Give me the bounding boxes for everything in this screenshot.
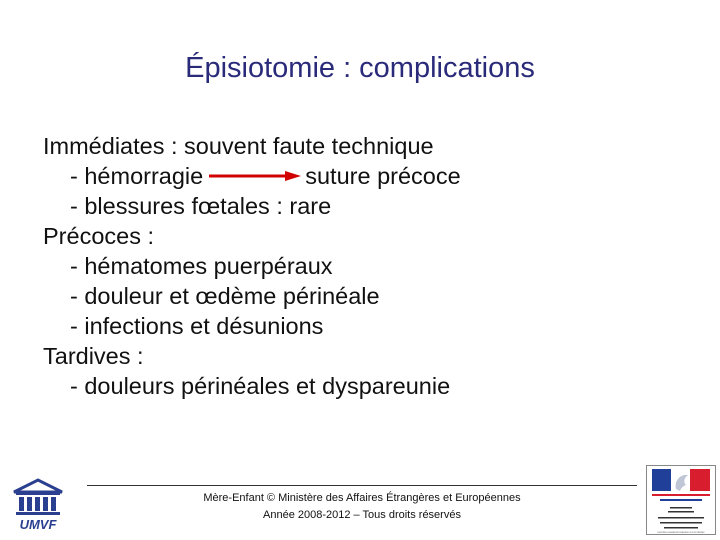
footer-divider xyxy=(87,485,637,486)
ministry-logo-text: MINISTÈRE DES AFFAIRES ÉTRANGÈRES ET EUROPÉENNES xyxy=(657,533,705,534)
list-item xyxy=(43,131,461,161)
list-item-text: Immédiates : souvent faute technique xyxy=(43,133,434,159)
umvf-logo-text: UMVF xyxy=(19,517,57,532)
list-item-text: Précoces : xyxy=(43,223,155,249)
list-item-text: suture précoce xyxy=(305,163,461,189)
footer xyxy=(87,490,637,524)
ministry-logo xyxy=(646,465,716,535)
right-arrow-icon xyxy=(209,167,301,185)
list-item xyxy=(43,371,461,401)
list-item xyxy=(43,341,461,371)
list-item-text: - hémorragie xyxy=(70,163,204,189)
list-item-text: - infections et désunions xyxy=(70,313,324,339)
list-item xyxy=(43,281,461,311)
list-item-text: Tardives : xyxy=(43,343,144,369)
list-item-text: - hématomes puerpéraux xyxy=(70,253,333,279)
list-item xyxy=(43,221,461,251)
list-item-text: - douleur et œdème périnéale xyxy=(70,283,380,309)
umvf-logo xyxy=(8,476,68,532)
list-item-text: - blessures fœtales : rare xyxy=(70,193,332,219)
footer-copyright: Mère-Enfant © Ministère des Affaires Étrangères et Européennes xyxy=(203,492,521,504)
list-item xyxy=(43,161,461,191)
footer-years: Année 2008-2012 – Tous droits réservés xyxy=(263,509,461,521)
list-item-text: - douleurs périnéales et dyspareunie xyxy=(70,373,451,399)
slide-title: Épisiotomie : complications xyxy=(185,52,535,84)
slide-body xyxy=(43,131,461,401)
list-item xyxy=(43,191,461,221)
list-item xyxy=(43,251,461,281)
list-item xyxy=(43,311,461,341)
